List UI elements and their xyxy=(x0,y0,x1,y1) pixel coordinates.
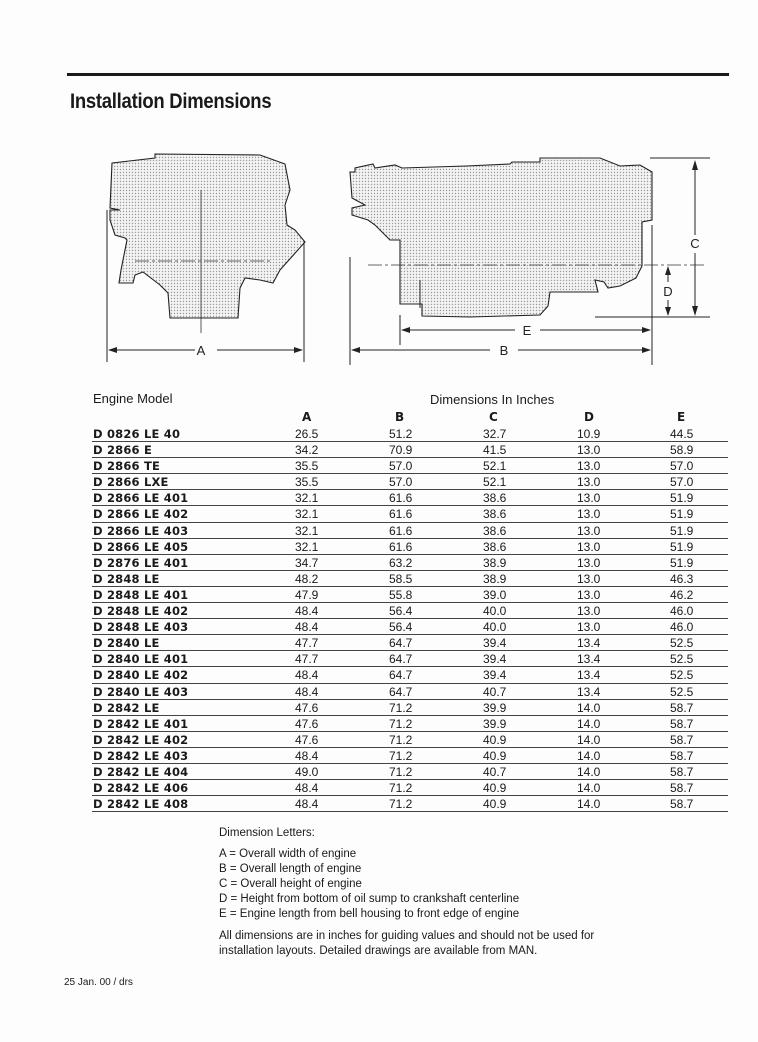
dim-a-cell: 48.4 xyxy=(295,781,319,796)
dim-e-cell: 44.5 xyxy=(670,427,694,441)
dim-b-cell: 64.7 xyxy=(389,684,413,699)
table-row xyxy=(92,716,728,732)
dim-c-cell: 38.6 xyxy=(483,491,507,506)
dim-b-cell: 56.4 xyxy=(389,604,413,619)
dim-a-cell: 32.1 xyxy=(295,523,319,538)
dim-a-cell: 47.9 xyxy=(295,587,319,602)
dim-e-cell: 46.3 xyxy=(670,571,694,586)
dim-b-cell: 61.6 xyxy=(389,523,413,538)
dim-e-cell: 58.7 xyxy=(670,797,694,812)
dim-a-cell: 47.7 xyxy=(295,652,319,667)
dim-b-cell: 71.2 xyxy=(389,732,413,747)
engine-side-outline xyxy=(350,158,652,317)
dim-b-cell: 55.8 xyxy=(389,587,413,602)
engine-model-cell: D 2848 LE 402 xyxy=(93,604,189,619)
dim-c-cell: 38.6 xyxy=(483,523,507,538)
dim-d-cell: 14.0 xyxy=(577,797,601,812)
engine-model-cell: D 2840 LE xyxy=(93,636,160,651)
dim-label-d: D xyxy=(663,284,673,299)
dim-c-cell: 41.5 xyxy=(483,443,507,458)
dim-a-cell: 48.4 xyxy=(295,668,319,683)
dim-c-cell: 40.9 xyxy=(483,732,507,747)
page-title: Installation Dimensions xyxy=(70,90,272,113)
dim-e-cell: 51.9 xyxy=(670,507,694,522)
table-row xyxy=(92,426,728,442)
table-row xyxy=(92,474,728,490)
dim-d-cell: 13.0 xyxy=(577,571,601,586)
table-row xyxy=(92,587,728,603)
dim-b-cell: 71.2 xyxy=(389,716,413,731)
dim-b-cell: 64.7 xyxy=(389,636,413,651)
dim-e-cell: 58.7 xyxy=(670,716,694,731)
engine-model-cell: D 2866 LE 403 xyxy=(93,523,189,538)
legend-item-b: B = Overall length of engine xyxy=(219,863,362,875)
table-row xyxy=(92,635,728,651)
engine-model-cell: D 2842 LE 408 xyxy=(93,797,189,812)
engine-model-cell: D 2866 LE 401 xyxy=(93,491,189,506)
dim-e-cell: 52.5 xyxy=(670,668,694,683)
dim-d-cell: 14.0 xyxy=(577,781,601,796)
legend-note: All dimensions are in inches for guiding values and should not be used for installation layouts. Detailed drawings are available from MAN. xyxy=(219,930,595,957)
dim-b-cell: 71.2 xyxy=(389,781,413,796)
legend-item-a: A = Overall width of engine xyxy=(219,848,357,860)
dim-e-cell: 46.2 xyxy=(670,587,694,602)
dim-b-cell: 56.4 xyxy=(389,620,413,635)
dimensions-header: Dimensions In Inches xyxy=(430,392,555,407)
dim-b-cell: 71.2 xyxy=(389,764,413,779)
engine-model-cell: D 2866 LXE xyxy=(93,475,169,490)
dim-e-cell: 46.0 xyxy=(670,604,694,619)
dim-c-cell: 40.9 xyxy=(483,781,507,796)
dim-d-cell: 14.0 xyxy=(577,716,601,731)
engine-model-cell: D 2840 LE 403 xyxy=(93,684,189,699)
table-row xyxy=(92,700,728,716)
legend-item-d: D = Height from bottom of oil sump to crankshaft centerline xyxy=(219,893,520,905)
table-row xyxy=(92,555,728,571)
dim-a-cell: 48.4 xyxy=(295,684,319,699)
dim-e-cell: 58.9 xyxy=(670,443,694,458)
dim-e-cell: 58.7 xyxy=(670,748,694,763)
dim-a-cell: 32.1 xyxy=(295,491,319,506)
engine-model-cell: D 2842 LE xyxy=(93,700,160,715)
dim-d-cell: 13.0 xyxy=(577,604,601,619)
dim-d-cell: 13.0 xyxy=(577,443,601,458)
column-header-b: B xyxy=(395,410,405,424)
table-row xyxy=(92,490,728,506)
dim-b-cell: 61.6 xyxy=(389,491,413,506)
front-view-drawing xyxy=(95,150,315,370)
dim-d-cell: 10.9 xyxy=(577,427,601,441)
dim-b-cell: 70.9 xyxy=(389,443,413,458)
engine-model-cell: D 2840 LE 402 xyxy=(93,668,189,683)
dim-a-cell: 32.1 xyxy=(295,539,319,554)
side-view-drawing xyxy=(340,150,720,370)
dim-a-cell: 48.4 xyxy=(295,748,319,763)
engine-model-cell: D 2866 TE xyxy=(93,459,161,474)
dim-b-cell: 64.7 xyxy=(389,668,413,683)
engine-model-cell: D 2876 LE 401 xyxy=(93,555,189,570)
dim-a-cell: 35.5 xyxy=(295,475,319,490)
dimension-legend xyxy=(219,826,639,959)
dim-e-cell: 58.7 xyxy=(670,732,694,747)
column-header-c: C xyxy=(489,410,498,424)
dim-e-cell: 46.0 xyxy=(670,620,694,635)
legend-item-e: E = Engine length from bell housing to front edge of engine xyxy=(219,908,520,920)
table-row xyxy=(92,651,728,667)
dim-c-cell: 39.0 xyxy=(483,587,507,602)
dim-c-cell: 39.4 xyxy=(483,652,507,667)
table-row xyxy=(92,442,728,458)
engine-model-cell: D 2842 LE 404 xyxy=(93,764,189,779)
dim-a-cell: 34.7 xyxy=(295,555,319,570)
dim-d-cell: 13.0 xyxy=(577,507,601,522)
table-row xyxy=(92,796,728,812)
table-row xyxy=(92,571,728,587)
dim-e-cell: 52.5 xyxy=(670,684,694,699)
dim-d-cell: 14.0 xyxy=(577,732,601,747)
dim-e-cell: 51.9 xyxy=(670,555,694,570)
dim-e-cell: 52.5 xyxy=(670,636,694,651)
engine-model-cell: D 2866 LE 405 xyxy=(93,539,189,554)
dim-b-cell: 58.5 xyxy=(389,571,413,586)
engine-model-header: Engine Model xyxy=(93,391,173,406)
dim-b-cell: 63.2 xyxy=(389,555,413,570)
dim-c-cell: 40.9 xyxy=(483,748,507,763)
dim-a-cell: 47.7 xyxy=(295,636,319,651)
dim-d-cell: 13.4 xyxy=(577,636,601,651)
table-row xyxy=(92,523,728,539)
table-row xyxy=(92,667,728,683)
dim-b-cell: 71.2 xyxy=(389,700,413,715)
dim-c-cell: 38.6 xyxy=(483,539,507,554)
dim-b-cell: 61.6 xyxy=(389,507,413,522)
dimensions-table xyxy=(92,426,728,812)
dim-b-cell: 71.2 xyxy=(389,797,413,812)
dim-b-cell: 57.0 xyxy=(389,459,413,474)
legend-title: Dimension Letters: xyxy=(219,827,315,839)
dim-a-cell: 47.6 xyxy=(295,700,319,715)
dim-b-cell: 57.0 xyxy=(389,475,413,490)
dim-c-cell: 39.9 xyxy=(483,716,507,731)
dim-d-cell: 13.0 xyxy=(577,539,601,554)
table-row xyxy=(92,748,728,764)
dim-e-cell: 58.7 xyxy=(670,781,694,796)
column-header-e: E xyxy=(677,410,686,424)
dim-a-cell: 48.4 xyxy=(295,604,319,619)
engine-model-cell: D 2866 E xyxy=(93,443,153,458)
dim-a-cell: 48.4 xyxy=(295,797,319,812)
dim-d-cell: 13.0 xyxy=(577,620,601,635)
dim-c-cell: 40.0 xyxy=(483,604,507,619)
dim-d-cell: 14.0 xyxy=(577,764,601,779)
table-row xyxy=(92,780,728,796)
dim-a-cell: 26.5 xyxy=(295,427,319,441)
dim-a-cell: 49.0 xyxy=(295,764,319,779)
dim-a-cell: 35.5 xyxy=(295,459,319,474)
dim-a-cell: 34.2 xyxy=(295,443,319,458)
dim-e-cell: 58.7 xyxy=(670,764,694,779)
dim-d-cell: 13.4 xyxy=(577,684,601,699)
dim-a-cell: 48.2 xyxy=(295,571,319,586)
dim-c-cell: 39.4 xyxy=(483,636,507,651)
header-rule xyxy=(67,73,729,76)
engine-model-cell: D 2866 LE 402 xyxy=(93,507,189,522)
table-row xyxy=(92,764,728,780)
footer-date: 25 Jan. 00 / drs xyxy=(64,977,133,988)
column-header-d: D xyxy=(584,410,594,424)
dim-b-cell: 51.2 xyxy=(389,427,413,441)
dim-d-cell: 13.4 xyxy=(577,652,601,667)
dim-e-cell: 51.9 xyxy=(670,491,694,506)
table-row xyxy=(92,603,728,619)
dim-b-cell: 61.6 xyxy=(389,539,413,554)
dim-e-cell: 57.0 xyxy=(670,459,694,474)
table-row xyxy=(92,732,728,748)
dim-e-cell: 52.5 xyxy=(670,652,694,667)
dim-a-cell: 32.1 xyxy=(295,507,319,522)
dim-a-cell: 47.6 xyxy=(295,716,319,731)
dim-c-cell: 40.0 xyxy=(483,620,507,635)
dim-d-cell: 13.0 xyxy=(577,475,601,490)
dim-c-cell: 40.7 xyxy=(483,764,507,779)
dim-d-cell: 13.0 xyxy=(577,523,601,538)
table-row xyxy=(92,539,728,555)
dim-d-cell: 14.0 xyxy=(577,700,601,715)
table-row xyxy=(92,506,728,522)
engine-model-cell: D 2842 LE 403 xyxy=(93,748,189,763)
engine-front-outline xyxy=(110,154,305,318)
dim-e-cell: 51.9 xyxy=(670,539,694,554)
engine-model-cell: D 2840 LE 401 xyxy=(93,652,189,667)
engine-model-cell: D 2848 LE xyxy=(93,571,160,586)
dim-e-cell: 51.9 xyxy=(670,523,694,538)
dim-a-cell: 48.4 xyxy=(295,620,319,635)
engine-model-cell: D 0826 LE 40 xyxy=(93,427,181,441)
dim-c-cell: 32.7 xyxy=(483,427,507,441)
dim-c-cell: 52.1 xyxy=(483,459,507,474)
dim-label-c: C xyxy=(690,236,700,251)
engine-model-cell: D 2842 LE 406 xyxy=(93,781,189,796)
dim-b-cell: 64.7 xyxy=(389,652,413,667)
dim-label-e: E xyxy=(522,323,532,338)
dim-c-cell: 38.9 xyxy=(483,555,507,570)
engine-model-cell: D 2848 LE 401 xyxy=(93,587,189,602)
dim-c-cell: 38.9 xyxy=(483,571,507,586)
dim-d-cell: 13.0 xyxy=(577,491,601,506)
dim-c-cell: 39.9 xyxy=(483,700,507,715)
legend-item-c: C = Overall height of engine xyxy=(219,878,362,890)
column-header-a: A xyxy=(302,410,312,424)
table-row xyxy=(92,458,728,474)
dim-e-cell: 57.0 xyxy=(670,475,694,490)
engine-model-cell: D 2842 LE 401 xyxy=(93,716,189,731)
dim-c-cell: 39.4 xyxy=(483,668,507,683)
dim-d-cell: 13.4 xyxy=(577,668,601,683)
dim-d-cell: 13.0 xyxy=(577,555,601,570)
dim-label-b: B xyxy=(499,343,509,358)
dim-label-a: A xyxy=(196,343,206,358)
dim-e-cell: 58.7 xyxy=(670,700,694,715)
dim-d-cell: 14.0 xyxy=(577,748,601,763)
dim-d-cell: 13.0 xyxy=(577,459,601,474)
dim-c-cell: 40.7 xyxy=(483,684,507,699)
dim-a-cell: 47.6 xyxy=(295,732,319,747)
dim-c-cell: 40.9 xyxy=(483,797,507,812)
dim-b-cell: 71.2 xyxy=(389,748,413,763)
dim-c-cell: 38.6 xyxy=(483,507,507,522)
table-row xyxy=(92,684,728,700)
dim-c-cell: 52.1 xyxy=(483,475,507,490)
engine-model-cell: D 2848 LE 403 xyxy=(93,620,189,635)
engine-model-cell: D 2842 LE 402 xyxy=(93,732,189,747)
dim-d-cell: 13.0 xyxy=(577,587,601,602)
table-row xyxy=(92,619,728,635)
